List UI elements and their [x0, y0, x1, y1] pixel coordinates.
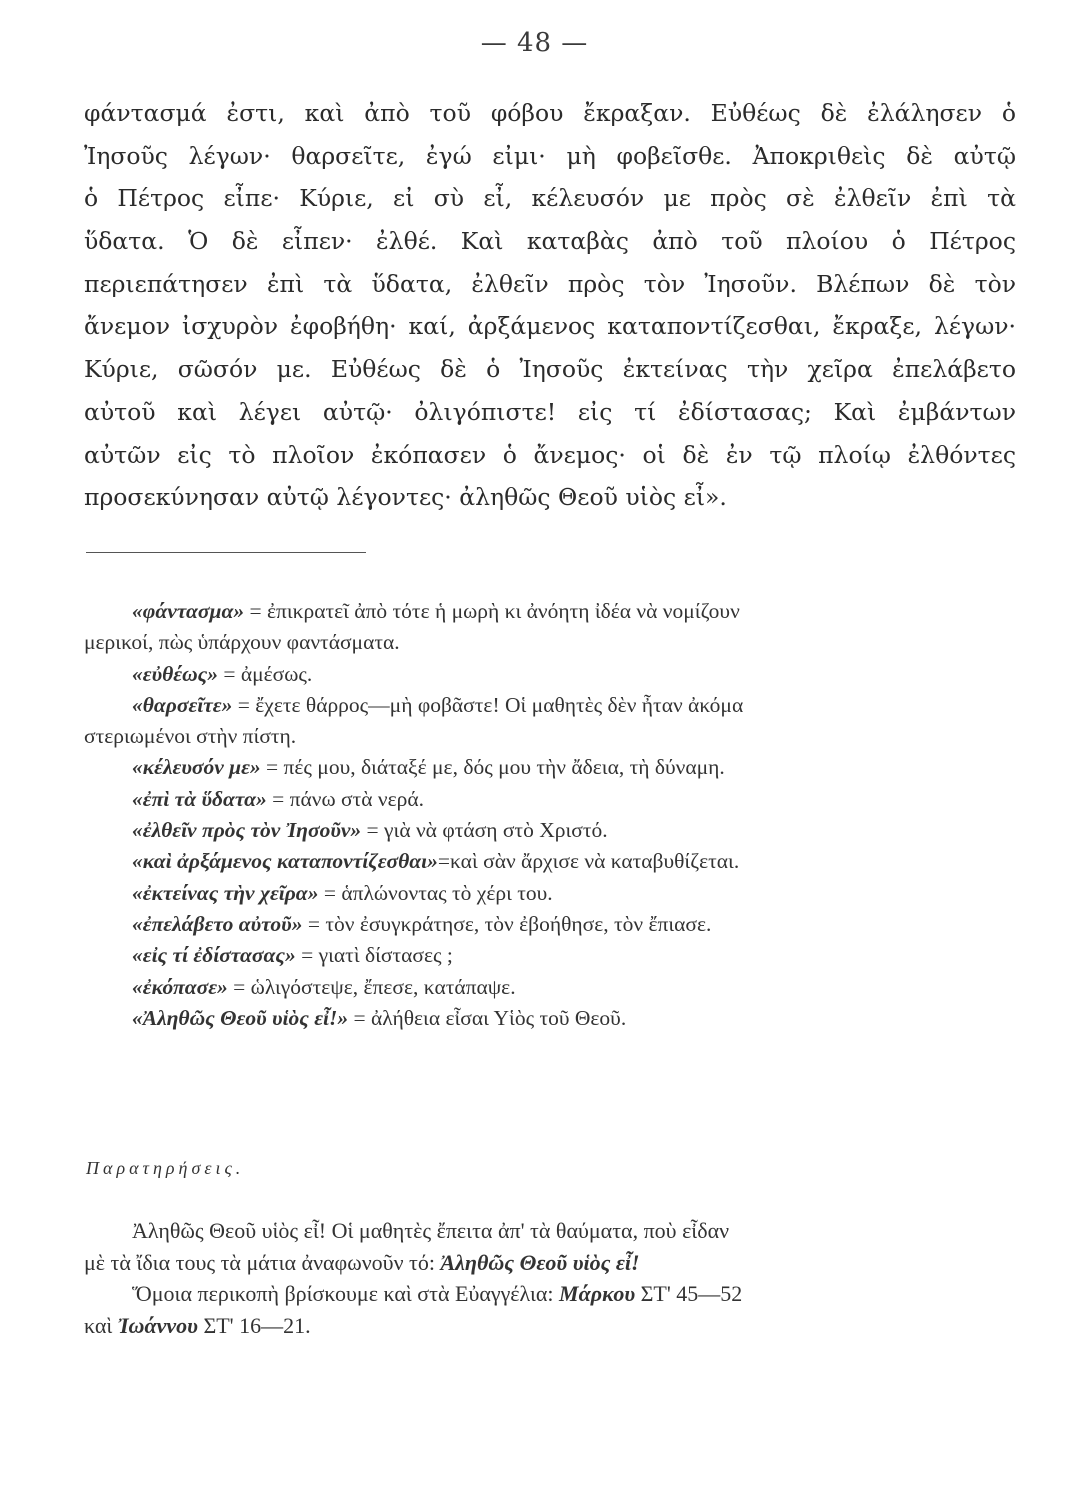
notes-emphasis: Ἰωάννου	[117, 1312, 198, 1338]
glossary-term: «καὶ ἀρξάμενος καταποντίζεσθαι»	[132, 849, 438, 874]
glossary-term: «εἰς τί ἐδίστασας»	[132, 943, 296, 968]
notes-text: ΣΤ' 16—21.	[197, 1312, 311, 1338]
glossary-term: «ἐπὶ τὰ ὕδατα»	[132, 786, 267, 811]
glossary-definition: = γιατὶ δίστασες ;	[295, 943, 453, 968]
glossary	[84, 596, 1024, 1034]
notes-heading: Παρατηρήσεις.	[86, 1158, 245, 1178]
notes-text: μὲ τὰ ἴδια τους τὰ μάτια ἀναφωνοῦν τό:	[84, 1249, 441, 1275]
notes-emphasis: Μάρκου	[559, 1281, 636, 1306]
text-line: Κύριε, σῶσόν με. Εὐθέως δὲ ὁ Ἰησοῦς ἐκτείνας τὴν χεῖρα ἐπελάβετο	[84, 355, 1016, 384]
main-text	[84, 92, 1016, 519]
text-line: φάντασμά ἐστι, καὶ ἀπὸ τοῦ φόβου ἔκραξαν. Εὐθέως δὲ ἐλάλησεν ὁ	[84, 99, 1016, 127]
glossary-entry	[84, 846, 1024, 877]
glossary-definition: μερικοί, πὼς ὑπάρχουν φαντάσματα.	[84, 630, 400, 655]
text-line: ἄνεμον ἰσχυρὸν ἐφοβήθη· καί, ἀρξάμενος καταποντίζεσθαι, ἔκραξε, λέγων·	[84, 312, 1016, 341]
glossary-term: «ἐκόπασε»	[132, 974, 228, 999]
glossary-definition: = ἀλήθεια εἶσαι Υἱὸς τοῦ Θεοῦ.	[348, 1005, 627, 1030]
glossary-entry	[84, 972, 1024, 1003]
glossary-entry	[84, 596, 1024, 627]
glossary-term: «κέλευσόν με»	[132, 755, 261, 780]
glossary-definition: = τὸν ἐσυγκράτησε, τὸν ἐβοήθησε, τὸν ἔπιασε.	[302, 911, 712, 936]
notes-text: Ὅμοια περικοπὴ βρίσκουμε καὶ στὰ Εὐαγγέλια:	[132, 1281, 560, 1306]
text-line: αὐτῶν εἰς τὸ πλοῖον ἐκόπασεν ὁ ἄνεμος· οἱ δὲ ἐν τῷ πλοίῳ ἐλθόντες	[84, 440, 1016, 469]
glossary-definition: = ἁπλώνοντας τὸ χέρι του.	[318, 880, 553, 905]
glossary-entry	[84, 752, 1024, 783]
glossary-entry	[84, 1003, 1024, 1034]
text-line: αὐτοῦ καὶ λέγει αὐτῷ· ὀλιγόπιστε! εἰς τί ἐδίστασας; Καὶ ἐμβάντων	[84, 397, 1016, 426]
text-line: περιεπάτησεν ἐπὶ τὰ ὕδατα, ἐλθεῖν πρὸς τὸν Ἰησοῦν. Βλέπων δὲ τὸν	[84, 269, 1016, 298]
glossary-definition: = γιὰ νὰ φτάση στὸ Χριστό.	[361, 818, 608, 843]
glossary-entry	[84, 784, 1024, 815]
glossary-term: «φάντασμα»	[132, 599, 245, 623]
notes	[84, 1215, 1024, 1341]
glossary-definition: = ἀμέσως.	[217, 661, 313, 686]
glossary-definition: = πές μου, διάταξέ με, δός μου τὴν ἄδεια, τὴ δύναμη.	[260, 755, 725, 780]
page-number: — 48 —	[480, 28, 589, 58]
notes-text: ΣΤ' 45—52	[635, 1281, 743, 1306]
glossary-definition: = ἐπικρατεῖ ἀπὸ τότε ἡ μωρὴ κι ἀνόητη ἰδέα νὰ νομίζουν	[244, 599, 740, 623]
glossary-entry	[84, 659, 1024, 690]
glossary-term: «Ἀληθῶς Θεοῦ υἱὸς εἶ!»	[132, 1005, 349, 1030]
notes-line	[84, 1215, 1024, 1247]
glossary-definition: =καὶ σὰν ἄρχισε νὰ καταβυθίζεται.	[437, 849, 740, 874]
glossary-definition: στεριωμένοι στὴν πίστη.	[84, 724, 297, 749]
glossary-definition: = ἔχετε θάρρος—μὴ φοβᾶστε! Οἱ μαθητὲς δὲν ἦταν ἀκόμα	[232, 692, 744, 717]
glossary-definition: = ὡλιγόστεψε, ἔπεσε, κατάπαψε.	[227, 974, 516, 999]
glossary-entry	[84, 690, 1024, 721]
notes-emphasis: Ἀληθῶς Θεοῦ υἱὸς εἶ!	[440, 1249, 640, 1275]
glossary-term: «ἐκτείνας τὴν χεῖρα»	[132, 880, 319, 905]
notes-text: Ἀληθῶς Θεοῦ υἱὸς εἶ! Οἱ μαθητὲς ἔπειτα ἀπ' τὰ θαύματα, ποὺ εἶδαν	[132, 1218, 730, 1243]
glossary-entry	[84, 909, 1024, 940]
notes-line	[84, 1310, 1024, 1342]
notes-line	[84, 1278, 1024, 1310]
text-line: προσεκύνησαν αὐτῷ λέγοντες· ἀληθῶς Θεοῦ υἱὸς εἶ».	[84, 483, 727, 512]
text-line: ὕδατα. Ὁ δὲ εἶπεν· ἐλθέ. Καὶ καταβὰς ἀπὸ τοῦ πλοίου ὁ Πέτρος	[84, 227, 1016, 256]
glossary-definition: = πάνω στὰ νερά.	[266, 786, 425, 811]
glossary-entry	[84, 878, 1024, 909]
glossary-term: «ἐπελάβετο αὐτοῦ»	[132, 911, 303, 936]
notes-text: καὶ	[84, 1312, 118, 1338]
glossary-entry	[84, 627, 1024, 658]
glossary-entry	[84, 815, 1024, 846]
notes-line	[84, 1247, 1024, 1279]
glossary-term: «ἐλθεῖν πρὸς τὸν Ἰησοῦν»	[132, 818, 362, 843]
footnote-divider	[86, 552, 366, 553]
glossary-term: «εὐθέως»	[132, 661, 218, 686]
text-line: Ἰησοῦς λέγων· θαρσεῖτε, ἐγώ εἰμι· μὴ φοβεῖσθε. Ἀποκριθεὶς δὲ αὐτῷ	[84, 141, 1016, 170]
glossary-entry	[84, 940, 1024, 971]
glossary-entry	[84, 721, 1024, 752]
glossary-term: «θαρσεῖτε»	[132, 692, 233, 717]
text-line: ὁ Πέτρος εἶπε· Κύριε, εἰ σὺ εἶ, κέλευσόν με πρὸς σὲ ἐλθεῖν ἐπὶ τὰ	[84, 184, 1016, 213]
